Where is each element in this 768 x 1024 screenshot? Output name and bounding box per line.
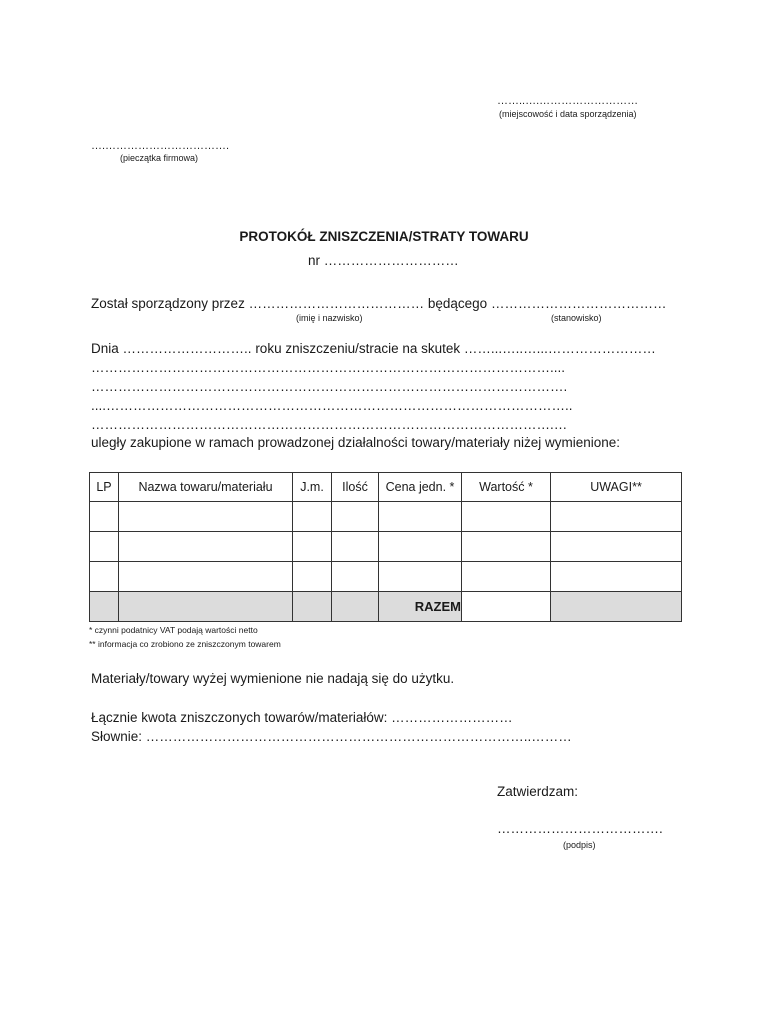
in-words-label: Słownie:	[91, 729, 143, 744]
stamp-label: (pieczątka firmowa)	[120, 153, 199, 163]
col-header-notes: UWAGI**	[551, 473, 682, 502]
following-text: uległy zakupione w ramach prowadzonej działalności towary/materiały niżej wymienione:	[91, 435, 621, 450]
table-total-row	[90, 592, 682, 622]
table-cell[interactable]	[119, 502, 293, 532]
table-cell[interactable]	[293, 562, 332, 592]
col-header-lp: LP	[90, 473, 119, 502]
in-words-dots: …………………………………………………………………………..………	[145, 729, 572, 744]
table-cell[interactable]	[462, 502, 551, 532]
total-amount-dots: ………………………	[391, 710, 513, 725]
prepared-prefix: Został sporządzony przez	[91, 296, 245, 311]
table-cell[interactable]	[90, 502, 119, 532]
total-cell-blank	[90, 592, 119, 622]
footnote-vat: * czynni podatnicy VAT podają wartości netto	[89, 625, 258, 635]
total-label: RAZEM	[379, 592, 462, 622]
prepared-line	[91, 296, 666, 311]
col-header-name: Nazwa towaru/materiału	[119, 473, 293, 502]
day-line	[91, 341, 656, 356]
col-header-quantity: Ilość	[332, 473, 379, 502]
extra-line: ………………………………………………………………………………………….…	[91, 417, 568, 432]
total-cell-blank	[293, 592, 332, 622]
table-row	[90, 502, 682, 532]
prepared-name-dots: …………………………………	[248, 296, 425, 311]
table-cell[interactable]	[462, 532, 551, 562]
in-words-line	[91, 729, 572, 744]
table-cell[interactable]	[119, 532, 293, 562]
extra-line: …………………………………………………………………………………………….	[91, 379, 568, 394]
table-cell[interactable]	[90, 532, 119, 562]
approve-label: Zatwierdzam:	[497, 784, 579, 799]
table-cell[interactable]	[551, 502, 682, 532]
total-cell-blank	[119, 592, 293, 622]
stamp-dots: ….…………………………….	[91, 140, 230, 152]
extra-line: ....…………………………………………………………………………………………..	[91, 398, 573, 413]
goods-table	[89, 472, 682, 622]
table-cell[interactable]	[332, 562, 379, 592]
total-cell-blank	[551, 592, 682, 622]
being-label: będącego	[427, 296, 488, 311]
col-header-value: Wartość *	[462, 473, 551, 502]
footnote-notes: ** informacja co zrobiono ze zniszczonym towarem	[89, 639, 281, 649]
place-date-dots: ……..….………………………	[497, 95, 639, 107]
unusable-statement: Materiały/towary wyżej wymienione nie nadają się do użytku.	[91, 671, 455, 686]
signature-label: (podpis)	[563, 840, 596, 850]
total-amount-label: Łącznie kwota zniszczonych towarów/materiałów:	[91, 710, 388, 725]
table-cell[interactable]	[551, 562, 682, 592]
day-label: Dnia	[91, 341, 119, 356]
position-dots: …………………………………	[490, 296, 667, 311]
position-caption: (stanowisko)	[551, 313, 602, 323]
table-cell[interactable]	[293, 532, 332, 562]
total-cell-blank	[332, 592, 379, 622]
day-dots: ………………………..	[122, 341, 252, 356]
table-row	[90, 562, 682, 592]
document-title: PROTOKÓŁ ZNISZCZENIA/STRATY TOWARU	[239, 229, 529, 244]
table-cell[interactable]	[551, 532, 682, 562]
table-cell[interactable]	[379, 502, 462, 532]
table-cell[interactable]	[379, 532, 462, 562]
place-date-label: (miejscowość i data sporządzenia)	[499, 109, 637, 119]
protocol-number: nr …………………………	[308, 253, 459, 268]
table-header-row	[90, 473, 682, 502]
table-cell[interactable]	[379, 562, 462, 592]
reason-dots: ……...…..…...……………………	[463, 341, 656, 356]
table-cell[interactable]	[119, 562, 293, 592]
name-caption: (imię i nazwisko)	[296, 313, 363, 323]
signature-dots: ……………………………….	[497, 821, 663, 836]
col-header-unit: J.m.	[293, 473, 332, 502]
total-amount-line	[91, 710, 513, 725]
table-cell[interactable]	[332, 532, 379, 562]
table-cell[interactable]	[332, 502, 379, 532]
table-cell[interactable]	[293, 502, 332, 532]
reason-text: roku zniszczeniu/stracie na skutek	[255, 341, 461, 356]
col-header-unit-price: Cena jedn. *	[379, 473, 462, 502]
extra-line: …………………………………………………………………………………………....	[91, 360, 566, 375]
table-cell[interactable]	[462, 562, 551, 592]
table-cell[interactable]	[90, 562, 119, 592]
total-value-cell[interactable]	[462, 592, 551, 622]
table-row	[90, 532, 682, 562]
